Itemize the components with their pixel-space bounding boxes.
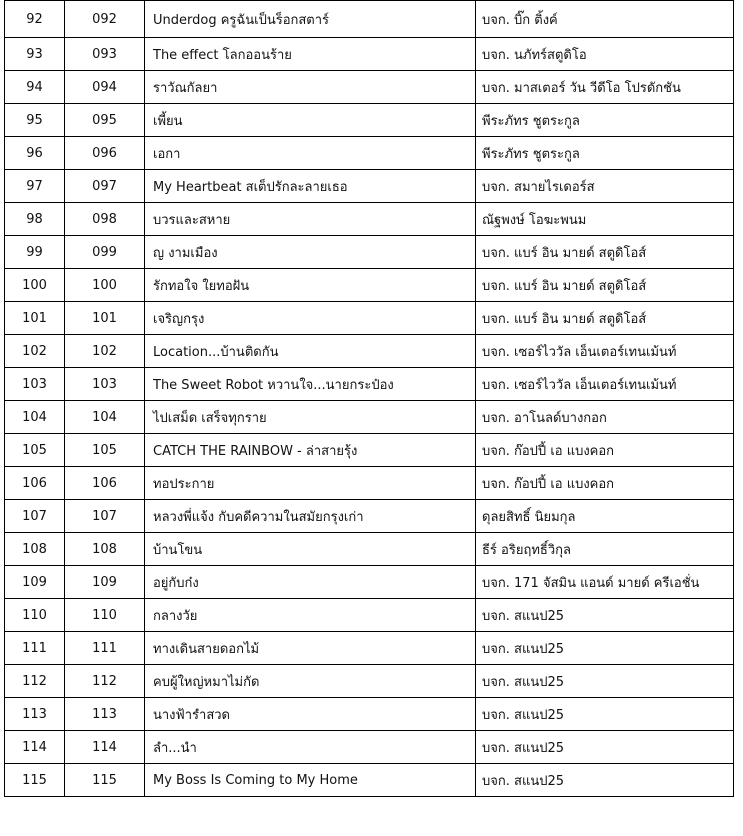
table-row [5,434,734,467]
table-row [5,104,734,137]
row-code-cell: 102 [65,335,145,368]
row-number-cell: 102 [5,335,65,368]
row-title-cell: My Heartbeat สเต็ปรักละลายเธอ [145,170,476,203]
table-row [5,632,734,665]
row-owner-cell: บจก. สมายไรเดอร์ส [476,170,734,203]
row-number-cell: 94 [5,71,65,104]
table-row [5,335,734,368]
table-row [5,467,734,500]
row-code-cell: 111 [65,632,145,665]
row-number-cell: 103 [5,368,65,401]
row-number-cell: 113 [5,698,65,731]
row-code-cell: 099 [65,236,145,269]
row-code-cell: 092 [65,1,145,38]
row-number-cell: 109 [5,566,65,599]
row-title-cell: เจริญกรุง [145,302,476,335]
row-number-cell: 114 [5,731,65,764]
row-owner-cell: บจก. ก๊อปปี้ เอ แบงคอก [476,434,734,467]
row-code-cell: 113 [65,698,145,731]
row-code-cell: 103 [65,368,145,401]
table-row [5,368,734,401]
row-owner-cell: บจก. สแนป25 [476,599,734,632]
table-row [5,170,734,203]
table-row [5,203,734,236]
row-code-cell: 109 [65,566,145,599]
row-owner-cell: บจก. สแนป25 [476,698,734,731]
row-owner-cell: ณัฐพงษ์ โอฆะพนม [476,203,734,236]
row-title-cell: Location...บ้านติดกัน [145,335,476,368]
table-row [5,71,734,104]
table-row [5,698,734,731]
row-code-cell: 115 [65,764,145,797]
row-number-cell: 106 [5,467,65,500]
table-row [5,533,734,566]
row-code-cell: 107 [65,500,145,533]
row-number-cell: 93 [5,38,65,71]
row-owner-cell: พีระภัทร ชูตระกูล [476,104,734,137]
row-number-cell: 96 [5,137,65,170]
row-owner-cell: ดุลยสิทธิ์ นิยมกุล [476,500,734,533]
table-row [5,38,734,71]
row-title-cell: My Boss Is Coming to My Home [145,764,476,797]
row-title-cell: อยู่กับก๋ง [145,566,476,599]
row-title-cell: หลวงพี่แจ้ง กับคดีความในสมัยกรุงเก่า [145,500,476,533]
row-owner-cell: บจก. เซอร์ไววัล เอ็นเตอร์เทนเม้นท์ [476,368,734,401]
row-number-cell: 112 [5,665,65,698]
row-title-cell: The Sweet Robot หวานใจ...นายกระป๋อง [145,368,476,401]
table-body [5,1,734,797]
row-code-cell: 112 [65,665,145,698]
table-row [5,302,734,335]
row-title-cell: เพี้ยน [145,104,476,137]
row-code-cell: 104 [65,401,145,434]
row-title-cell: ลำ...นำ [145,731,476,764]
row-title-cell: รักทอใจ ใยทอฝัน [145,269,476,302]
row-number-cell: 115 [5,764,65,797]
row-number-cell: 111 [5,632,65,665]
row-number-cell: 95 [5,104,65,137]
row-code-cell: 105 [65,434,145,467]
row-code-cell: 096 [65,137,145,170]
row-title-cell: บ้านโขน [145,533,476,566]
table-row [5,566,734,599]
row-title-cell: ทางเดินสายดอกไม้ [145,632,476,665]
row-title-cell: The effect โลกออนร้าย [145,38,476,71]
row-owner-cell: บจก. แบร์ อิน มายด์ สตูดิโอส์ [476,269,734,302]
film-list-table [4,0,734,797]
row-number-cell: 92 [5,1,65,38]
row-owner-cell: บจก. สแนป25 [476,764,734,797]
row-owner-cell: บจก. แบร์ อิน มายด์ สตูดิโอส์ [476,236,734,269]
table-row [5,500,734,533]
row-owner-cell: บจก. สแนป25 [476,665,734,698]
row-owner-cell: ธีร์ อริยฤทธิ์วิกุล [476,533,734,566]
row-number-cell: 100 [5,269,65,302]
row-title-cell: เอกา [145,137,476,170]
table-row [5,137,734,170]
row-title-cell: บวรและสหาย [145,203,476,236]
row-title-cell: ราวัณกัลยา [145,71,476,104]
table-row [5,599,734,632]
table-row [5,731,734,764]
row-number-cell: 108 [5,533,65,566]
row-owner-cell: บจก. นภัทร์สตูดิโอ [476,38,734,71]
table-row [5,1,734,38]
table-row [5,269,734,302]
row-number-cell: 101 [5,302,65,335]
row-code-cell: 100 [65,269,145,302]
row-number-cell: 104 [5,401,65,434]
row-owner-cell: บจก. บิ๊ก ติ้งค์ [476,1,734,38]
row-code-cell: 108 [65,533,145,566]
row-title-cell: คบผู้ใหญ่หมาไม่กัด [145,665,476,698]
row-code-cell: 095 [65,104,145,137]
row-code-cell: 093 [65,38,145,71]
row-owner-cell: บจก. เซอร์ไววัล เอ็นเตอร์เทนเม้นท์ [476,335,734,368]
row-title-cell: Underdog ครูฉันเป็นร็อกสตาร์ [145,1,476,38]
table-row [5,236,734,269]
row-owner-cell: บจก. อาโนลด์บางกอก [476,401,734,434]
row-owner-cell: บจก. มาสเตอร์ วัน วีดีโอ โปรดักชัน [476,71,734,104]
row-code-cell: 110 [65,599,145,632]
table-row [5,764,734,797]
row-code-cell: 098 [65,203,145,236]
row-owner-cell: บจก. แบร์ อิน มายด์ สตูดิโอส์ [476,302,734,335]
row-code-cell: 106 [65,467,145,500]
table-row [5,401,734,434]
row-title-cell: ญ งามเมือง [145,236,476,269]
row-code-cell: 101 [65,302,145,335]
row-code-cell: 114 [65,731,145,764]
row-owner-cell: บจก. สแนป25 [476,632,734,665]
row-number-cell: 107 [5,500,65,533]
row-title-cell: ไปเสม็ด เสร็จทุกราย [145,401,476,434]
row-number-cell: 98 [5,203,65,236]
table-row [5,665,734,698]
row-owner-cell: บจก. 171 จัสมิน แอนด์ มายด์ ครีเอชั่น [476,566,734,599]
row-title-cell: นางฟ้ารำสวด [145,698,476,731]
row-code-cell: 097 [65,170,145,203]
row-number-cell: 99 [5,236,65,269]
row-title-cell: กลางวัย [145,599,476,632]
row-owner-cell: พีระภัทร ชูตระกูล [476,137,734,170]
row-number-cell: 110 [5,599,65,632]
row-owner-cell: บจก. สแนป25 [476,731,734,764]
row-number-cell: 97 [5,170,65,203]
row-title-cell: CATCH THE RAINBOW - ล่าสายรุ้ง [145,434,476,467]
row-title-cell: ทอประกาย [145,467,476,500]
row-number-cell: 105 [5,434,65,467]
row-code-cell: 094 [65,71,145,104]
row-owner-cell: บจก. ก๊อปปี้ เอ แบงคอก [476,467,734,500]
